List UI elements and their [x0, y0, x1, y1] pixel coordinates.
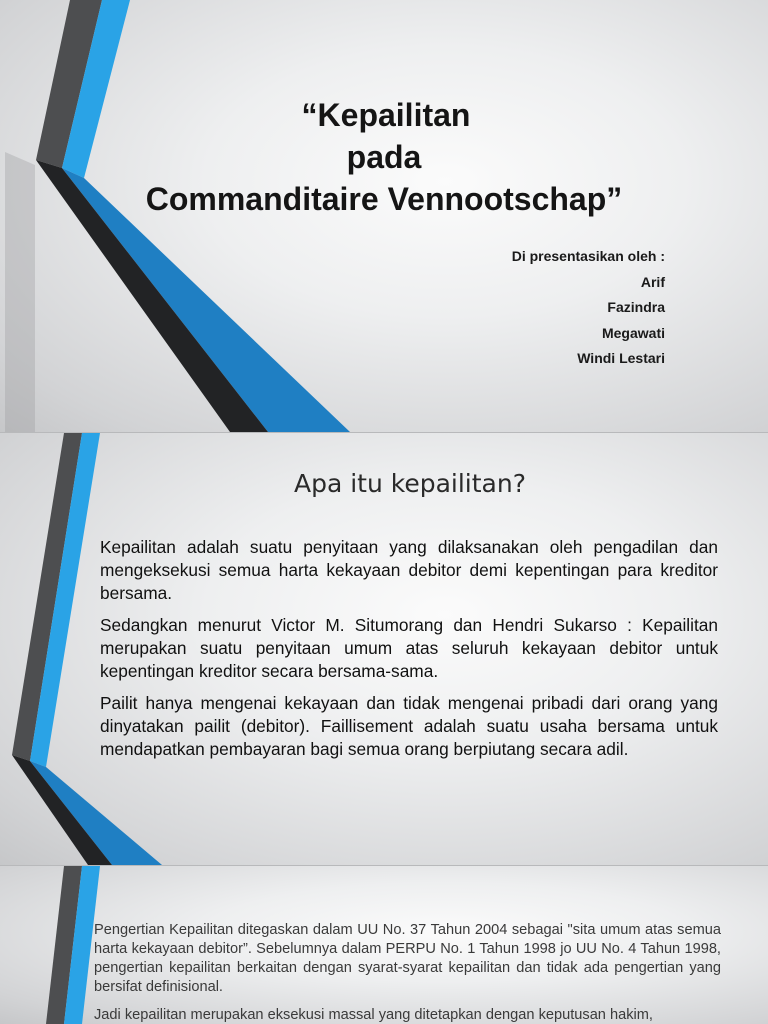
paragraph: Pailit hanya mengenai kekayaan dan tidak mengenai pribadi dari orang yang dinyatakan pailit (debitor). Faillisement adalah suatu usaha bersama untuk mendapatkan pembayaran bagi semua orang berpiutang secara adil. [100, 693, 718, 759]
slide-legal-definition [0, 866, 768, 1024]
slide-body [94, 921, 721, 1024]
paragraph: Kepailitan adalah suatu penyitaan yang dilaksanakan oleh pengadilan dan mengeksekusi semua harta kekayaan debitor demi kepentingan para kreditor bersama. [100, 537, 718, 603]
presenter-name: Megawati [601, 324, 665, 341]
paragraph: Pengertian Kepailitan ditegaskan dalam UU No. 37 Tahun 2004 sebagai "sita umum atas semua harta kekayaan debitor”. Sebelumnya dalam PERPU No. 1 Tahun 1998 jo UU No. 4 Tahun 1998, pengertian kepailitan berkaitan dengan syarat-syarat kepailitan dan tidak ada pengertian yang bersifat definisional. [94, 922, 721, 995]
presenter-name: Arif [640, 273, 665, 290]
slide-title [0, 0, 768, 432]
slide-definition [0, 433, 768, 865]
slide-heading: Apa itu kepailitan? [293, 469, 526, 498]
paragraph: Sedangkan menurut Victor M. Situmorang dan Hendri Sukarso : Kepailitan merupakan suatu penyitaan umum atas seluruh kekayaan debitor untuk kepentingan kreditor secara bersama-sama. [100, 615, 718, 681]
title-line-2: pada [346, 139, 422, 175]
title-line-3: Commanditaire Vennootschap” [145, 181, 623, 217]
paragraph: Jadi kepailitan merupakan eksekusi massal yang ditetapkan dengan keputusan hakim, [94, 1007, 653, 1023]
presenter-name: Windi Lestari [577, 350, 665, 366]
slide-title-text [0, 94, 768, 220]
presenters-heading: Di presentasikan oleh : [511, 248, 665, 264]
presenter-name: Fazindra [607, 299, 665, 315]
slide-body [100, 536, 718, 770]
title-line-1: “Kepailitan [301, 97, 471, 133]
presenters-block [512, 244, 665, 372]
